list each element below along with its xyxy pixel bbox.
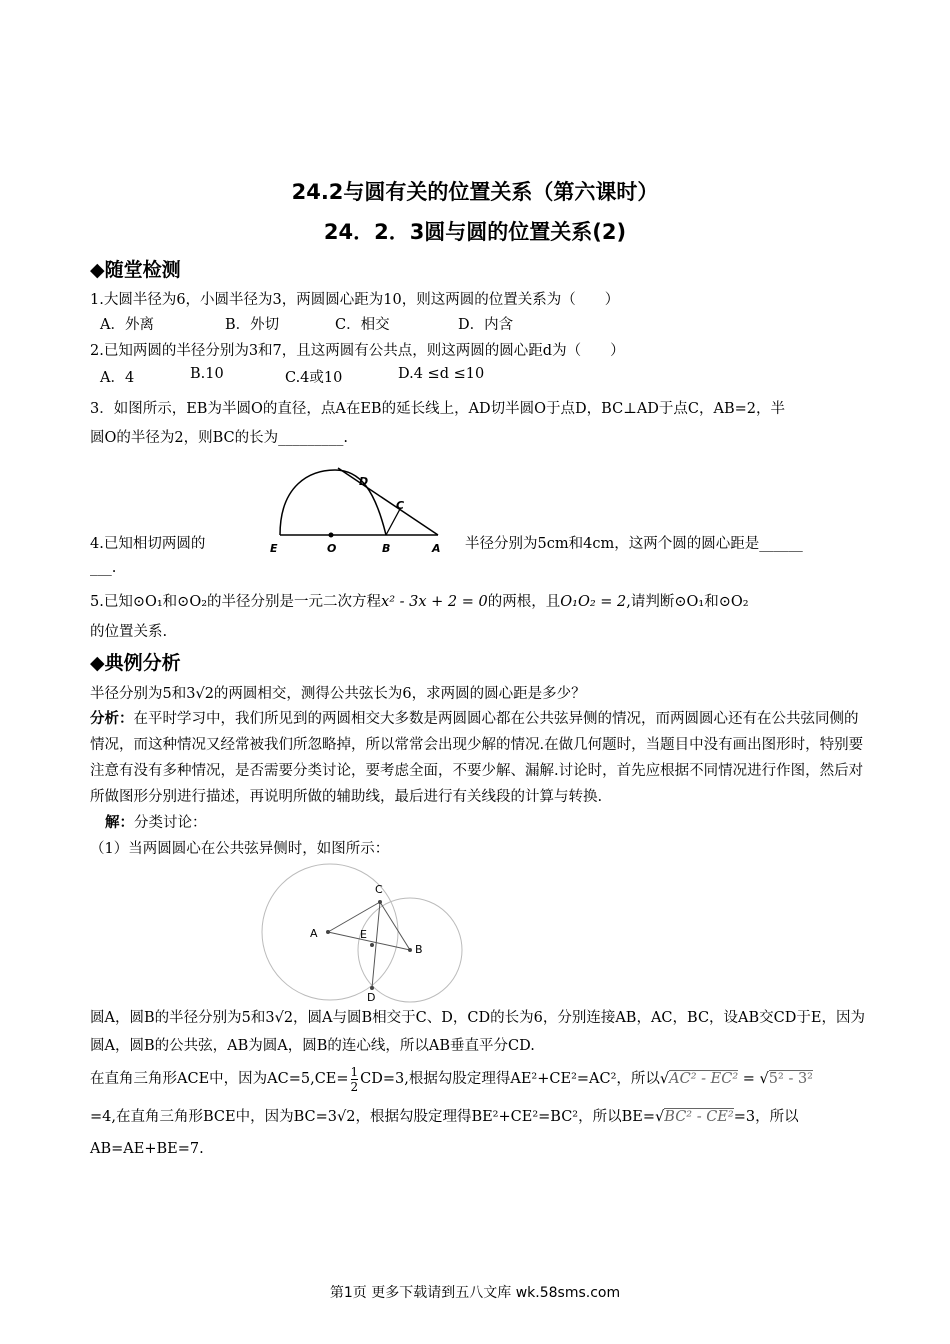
analysis-and-solution-flow: [90, 706, 865, 1162]
q5-distance: O₁O₂ = 2: [560, 594, 627, 610]
q2-option-c: C.4或10: [285, 370, 343, 386]
section-heading-practice: ◆随堂检测: [90, 259, 181, 281]
question-3-line1: 3．如图所示，EB为半圆O的直径，点A在EB的延长线上，AD切半圆O于点D，BC⊥AD于点C，AB=2，半: [90, 401, 786, 417]
example-problem: 半径分别为5和3√2的两圆相交，测得公共弦长为6，求两圆的圆心距是多少？: [90, 686, 586, 702]
question-3-line2: 圆O的半径为2，则BC的长为_________.: [90, 430, 348, 446]
label-c: C: [396, 499, 405, 512]
fraction-numerator: 1: [350, 1064, 359, 1079]
q2-option-b: B.10: [190, 366, 224, 382]
fig2-label-b: B: [415, 943, 423, 956]
question-5-line2: 的位置关系.: [90, 624, 168, 640]
sol-p3-text-a: =4,在直角三角形BCE中，因为BC=3√2，根据勾股定理得BE²+CE²=BC²，所以BE=: [90, 1109, 656, 1125]
point-a: [326, 930, 330, 934]
point-e: [370, 943, 374, 947]
label-o: O: [327, 542, 337, 555]
bc-segment: [386, 509, 400, 535]
segment-ac: [328, 902, 380, 932]
fig2-label-d: D: [367, 991, 376, 1004]
solution-paragraph-3: =4,在直角三角形BCE中，因为BC=3√2，根据勾股定理得BE²+CE²=BC²，所以BE=√BC² - CE²=3，所以: [90, 1109, 799, 1125]
tangent-line: [338, 468, 438, 535]
fraction-half: [351, 1065, 359, 1094]
label-d: D: [359, 475, 369, 488]
q5-equation: x² - 3x + 2 = 0: [381, 594, 488, 610]
label-b: B: [382, 542, 391, 555]
label-e: E: [270, 542, 278, 555]
label-a: A: [432, 542, 441, 555]
page-footer: 第1页 更多下载请到五八文库 wk.58sms.com: [329, 1285, 621, 1301]
sqrt-ac-ec: AC² - EC²: [669, 1071, 739, 1087]
sol-p2-equals: =: [738, 1071, 760, 1087]
title-sub: 24．2．3圆与圆的位置关系(2): [323, 220, 627, 244]
q2-option-d: D.4 ≤d ≤10: [398, 366, 485, 382]
question-2: 2.已知两圆的半径分别为3和7，且这两圆有公共点，则这两圆的圆心距d为（ ）: [90, 343, 625, 359]
question-5-line1: [90, 590, 749, 611]
sqrt-bc-ce: BC² - CE²: [664, 1109, 734, 1125]
point-c: [378, 900, 382, 904]
center-o-point: [329, 533, 334, 538]
solution-paragraph-4: AB=AE+BE=7.: [90, 1141, 204, 1157]
point-d: [370, 986, 374, 990]
solution-label: 解：: [105, 814, 134, 831]
question-1: 1.大圆半径为6，小圆半径为3，两圆圆心距为10，则这两圆的位置关系为（ ）: [90, 292, 620, 308]
q5-text-a: 5.已知⊙O₁和⊙O₂的半径分别是一元二次方程: [90, 594, 382, 610]
question-4-right: 半径分别为5cm和4cm，这两个圆的圆心距是______: [465, 536, 803, 552]
fig2-label-c: C: [375, 883, 383, 896]
semicircle-arc: [280, 470, 386, 535]
q1-option-a: A．外离: [100, 317, 154, 333]
fig2-label-e: E: [360, 928, 367, 941]
analysis-text: 在平时学习中，我们所见到的两圆相交大多数是两圆圆心都在公共弦异侧的情况，而两圆圆心还有在公共弦同侧的情况，而这种情况又经常被我们所忽略掉，所以常常会出现少解的情况.在做几何题时，当题目中没有画出图形时，特别要注意有没有多种情况，是否需要分类讨论，要考虑全面，不要少解、漏解.讨论时，首先应根据不同情况进行作图，然后对所做图形分别进行描述，再说明所做的辅助线，最后进行有关线段的计算与转换.: [90, 711, 864, 805]
segment-bc: [380, 902, 410, 950]
sol-p2-text-b: CD=3,根据勾股定理得AE²+CE²=AC²，所以: [360, 1071, 660, 1087]
fig2-label-a: A: [310, 927, 318, 940]
analysis-label: 分析：: [90, 710, 134, 727]
fraction-denominator: 2: [350, 1079, 359, 1094]
q5-text-c: ,请判断⊙O₁和⊙O₂: [626, 594, 749, 610]
analysis-paragraph: [90, 706, 865, 810]
solution-paragraph-2: 在直角三角形ACE中，因为AC=5,CE= $\frac{1}{2}$ CD=3,根据勾股定理得AE²+CE²=AC²，所以√AC² - EC² = √5² - 3²: [90, 1064, 813, 1094]
solution-text: 分类讨论：: [134, 815, 207, 831]
point-b: [408, 948, 412, 952]
solution-line: [90, 810, 865, 836]
q1-option-d: D．内含: [458, 317, 514, 333]
two-circles-figure: [250, 862, 480, 1004]
question-4-left: 4.已知相切两圆的: [90, 536, 206, 552]
semicircle-figure: [265, 465, 455, 560]
sqrt-5-3: 5² - 3²: [768, 1071, 813, 1087]
q1-option-c: C．相交: [335, 317, 390, 333]
sol-p2-text-a: 在直角三角形ACE中，因为AC=5,CE=: [90, 1071, 349, 1087]
case-1: （1）当两圆圆心在公共弦异侧时，如图所示：: [90, 841, 390, 857]
q2-option-a: A．4: [100, 370, 135, 386]
question-4-end: ___.: [90, 560, 117, 576]
q1-option-b: B．外切: [225, 317, 280, 333]
solution-paragraph-1: 圆A，圆B的半径分别为5和3√2，圆A与圆B相交于C、D，CD的长为6，分别连接AB，AC，BC，设AB交CD于E，因为圆A，圆B的公共弦，AB为圆A，圆B的连心线，所以AB垂直平分CD.: [90, 1010, 865, 1054]
sol-p3-text-b: =3，所以: [733, 1109, 799, 1125]
q5-text-b: 的两根，且: [487, 594, 561, 610]
title-main: 24.2与圆有关的位置关系（第六课时）: [291, 180, 659, 204]
section-heading-examples: ◆典例分析: [90, 652, 181, 674]
